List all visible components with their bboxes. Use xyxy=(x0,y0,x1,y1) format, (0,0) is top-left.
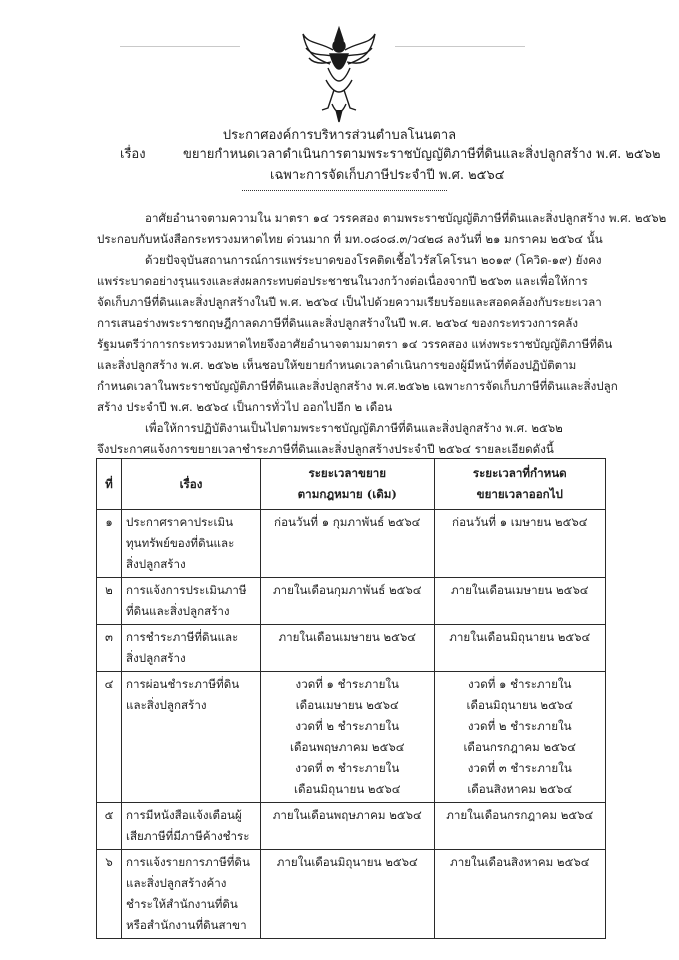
cell-new-line: ภายในเดือนมิถุนายน ๒๕๖๔ xyxy=(449,630,591,644)
paragraph-authority xyxy=(97,208,667,250)
table-header-row xyxy=(97,459,606,510)
cell-new-line: ก่อนวันที่ ๑ เมษายน ๒๕๖๔ xyxy=(452,515,588,529)
table-row xyxy=(97,625,606,672)
table-row xyxy=(97,510,606,578)
cell-topic-line: เสียภาษีที่มีภาษีค้างชำระ xyxy=(126,829,250,843)
cell-new-line: เดือนมิถุนายน ๒๕๖๔ xyxy=(466,698,573,712)
cell-new xyxy=(434,578,605,625)
cell-topic-line: และสิ่งปลูกสร้าง xyxy=(126,698,207,712)
cell-topic xyxy=(122,672,261,803)
subject-label: เรื่อง xyxy=(120,147,146,162)
cell-new-line: ภายในเดือนสิงหาคม ๒๕๖๔ xyxy=(450,855,590,869)
cell-topic-line: การผ่อนชำระภาษีที่ดิน xyxy=(126,677,240,691)
cell-new xyxy=(434,510,605,578)
cell-old xyxy=(261,510,435,578)
subject-line-2: เฉพาะการจัดเก็บภาษีประจำปี พ.ศ. ๒๕๖๔ xyxy=(270,168,505,183)
cell-old-line: งวดที่ ๓ ชำระภายใน xyxy=(295,761,400,775)
col-header-no: ที่ xyxy=(97,459,122,510)
cell-new-line: งวดที่ ๓ ชำระภายใน xyxy=(467,761,572,775)
table-row xyxy=(97,672,606,803)
dotted-divider xyxy=(242,190,447,191)
col-header-topic: เรื่อง xyxy=(122,459,261,510)
cell-old-line: งวดที่ ๒ ชำระภายใน xyxy=(295,719,400,733)
paragraph-line: รัฐมนตรีว่าการกระทรวงมหาดไทยจึงอาศัยอำนาจตามมาตรา ๑๔ วรรคสอง แห่งพระราชบัญญัติภาษีที่ดิน xyxy=(97,337,613,351)
paragraph-line: การเสนอร่างพระราชกฤษฎีกาลดภาษีที่ดินและสิ่งปลูกสร้างในปี พ.ศ. ๒๕๖๔ ของกระทรวงการคลัง xyxy=(97,316,579,330)
cell-topic-line: และสิ่งปลูกสร้างค้าง xyxy=(126,876,227,890)
cell-topic-line: หรือสำนักงานที่ดินสาขา xyxy=(126,918,247,932)
cell-old-line: เดือนพฤษภาคม ๒๕๖๔ xyxy=(290,740,405,754)
paragraph-line: สร้าง ประจำปี พ.ศ. ๒๕๖๔ เป็นการทั่วไป ออกไปอีก ๒ เดือน xyxy=(97,400,393,414)
table-row xyxy=(97,850,606,939)
cell-topic-line: ที่ดินและสิ่งปลูกสร้าง xyxy=(126,604,230,618)
col-header-old xyxy=(261,459,435,510)
subject-line-1: ขยายกำหนดเวลาดำเนินการตามพระราชบัญญัติภาษีที่ดินและสิ่งปลูกสร้าง พ.ศ. ๒๕๖๒ xyxy=(183,147,661,162)
cell-no: ๒ xyxy=(97,578,122,625)
cell-no: ๓ xyxy=(97,625,122,672)
cell-topic xyxy=(122,625,261,672)
cell-old xyxy=(261,672,435,803)
cell-topic-line: สิ่งปลูกสร้าง xyxy=(126,651,186,665)
header-rule-right xyxy=(395,46,525,47)
col-header-new-line: ระยะเวลาที่กำหนด xyxy=(472,466,567,480)
cell-old-line: ภายในเดือนพฤษภาคม ๒๕๖๔ xyxy=(272,808,422,822)
garuda-emblem-icon xyxy=(300,24,378,124)
cell-new xyxy=(434,850,605,939)
cell-old-line: เดือนมิถุนายน ๒๕๖๔ xyxy=(294,782,401,796)
schedule-table xyxy=(96,458,606,939)
paragraph-line: อาศัยอำนาจตามความใน มาตรา ๑๔ วรรคสอง ตามพระราชบัญญัติภาษีที่ดินและสิ่งปลูกสร้าง พ.ศ. ๒๕๖๒ xyxy=(145,211,667,225)
cell-no: ๖ xyxy=(97,850,122,939)
paragraph-situation xyxy=(97,250,618,418)
cell-old-line: ภายในเดือนมิถุนายน ๒๕๖๔ xyxy=(276,855,418,869)
paragraph-line: เพื่อให้การปฏิบัติงานเป็นไปตามพระราชบัญญัติภาษีที่ดินและสิ่งปลูกสร้าง พ.ศ. ๒๕๖๒ xyxy=(145,421,563,435)
table-body xyxy=(97,510,606,939)
cell-old xyxy=(261,803,435,850)
paragraph-line: ด้วยปัจจุบันสถานการณ์การแพร่ระบาดของโรคติดเชื้อไวรัสโคโรนา ๒๐๑๙ (โควิด-๑๙) ยังคง xyxy=(145,253,602,267)
cell-new-line: เดือนสิงหาคม ๒๕๖๔ xyxy=(467,782,573,796)
cell-old xyxy=(261,625,435,672)
cell-new xyxy=(434,672,605,803)
cell-topic xyxy=(122,803,261,850)
cell-topic-line: สิ่งปลูกสร้าง xyxy=(126,557,186,571)
cell-new-line: ภายในเดือนเมษายน ๒๕๖๔ xyxy=(450,583,589,597)
cell-old xyxy=(261,578,435,625)
cell-old-line: งวดที่ ๑ ชำระภายใน xyxy=(295,677,399,691)
col-header-new-line: ขยายเวลาออกไป xyxy=(476,487,563,501)
paragraph-line: กำหนดเวลาในพระราชบัญญัติภาษีที่ดินและสิ่งปลูกสร้าง พ.ศ.๒๕๖๒ เฉพาะการจัดเก็บภาษีที่ดินและสิ่งปลูก xyxy=(97,379,618,393)
cell-old-line: เดือนเมษายน ๒๕๖๔ xyxy=(295,698,399,712)
cell-topic-line: การแจ้งการประเมินภาษี xyxy=(126,583,247,597)
cell-topic-line: ประกาศราคาประเมิน xyxy=(126,515,234,529)
cell-old-line: ภายในเดือนกุมภาพันธ์ ๒๕๖๔ xyxy=(272,583,422,597)
paragraph-line: แพร่ระบาดอย่างรุนแรงและส่งผลกระทบต่อประชาชนในวงกว้างต่อเนื่องจากปี ๒๕๖๓ และเพื่อให้การ xyxy=(97,274,588,288)
header-rule-left xyxy=(120,46,240,47)
cell-topic-line: ทุนทรัพย์ของที่ดินและ xyxy=(126,536,235,550)
col-header-old-line: ตามกฎหมาย (เดิม) xyxy=(297,487,397,501)
paragraph-announcement xyxy=(97,418,607,460)
cell-old-line: ภายในเดือนเมษายน ๒๕๖๔ xyxy=(278,630,417,644)
cell-topic-line: การมีหนังสือแจ้งเตือนผู้ xyxy=(126,808,242,822)
cell-old xyxy=(261,850,435,939)
cell-topic-line: การชำระภาษีที่ดินและ xyxy=(126,630,239,644)
cell-topic xyxy=(122,510,261,578)
cell-no: ๑ xyxy=(97,510,122,578)
cell-old-line: ก่อนวันที่ ๑ กุมภาพันธ์ ๒๕๖๔ xyxy=(274,515,421,529)
cell-topic-line: การแจ้งรายการภาษีที่ดิน xyxy=(126,855,250,869)
cell-topic-line: ชำระให้สำนักงานที่ดิน xyxy=(126,897,238,911)
paragraph-line: จึงประกาศแจ้งการขยายเวลาชำระภาษีที่ดินและสิ่งปลูกสร้างประจำปี ๒๕๖๔ รายละเอียดดังนี้ xyxy=(97,442,554,456)
cell-new xyxy=(434,803,605,850)
col-header-new xyxy=(434,459,605,510)
paragraph-line: และสิ่งปลูกสร้าง พ.ศ. ๒๕๖๒ เห็นชอบให้ขยายกำหนดเวลาดำเนินการของผู้มีหน้าที่ต้องปฏิบัติตาม xyxy=(97,358,577,372)
org-title: ประกาศองค์การบริหารส่วนตำบลโนนตาล xyxy=(222,128,457,143)
cell-new-line: ภายในเดือนกรกฎาคม ๒๕๖๔ xyxy=(446,808,594,822)
table-row xyxy=(97,803,606,850)
cell-topic xyxy=(122,578,261,625)
cell-no: ๕ xyxy=(97,803,122,850)
cell-new-line: งวดที่ ๑ ชำระภายใน xyxy=(468,677,572,691)
cell-no: ๔ xyxy=(97,672,122,803)
paragraph-line: จัดเก็บภาษีที่ดินและสิ่งปลูกสร้างในปี พ.ศ. ๒๕๖๔ เป็นไปด้วยความเรียบร้อยและสอดคล้องกับระยะเวลา xyxy=(97,295,602,309)
cell-new xyxy=(434,625,605,672)
cell-new-line: งวดที่ ๒ ชำระภายใน xyxy=(467,719,572,733)
paragraph-line: ประกอบกับหนังสือกระทรวงมหาดไทย ด่วนมาก ที่ มท.๐๘๐๘.๓/ว๔๒๘ ลงวันที่ ๒๑ มกราคม ๒๕๖๔ นั้น xyxy=(97,232,603,246)
cell-topic xyxy=(122,850,261,939)
table-row xyxy=(97,578,606,625)
col-header-old-line: ระยะเวลาขยาย xyxy=(308,466,387,480)
cell-new-line: เดือนกรกฎาคม ๒๕๖๔ xyxy=(463,740,577,754)
